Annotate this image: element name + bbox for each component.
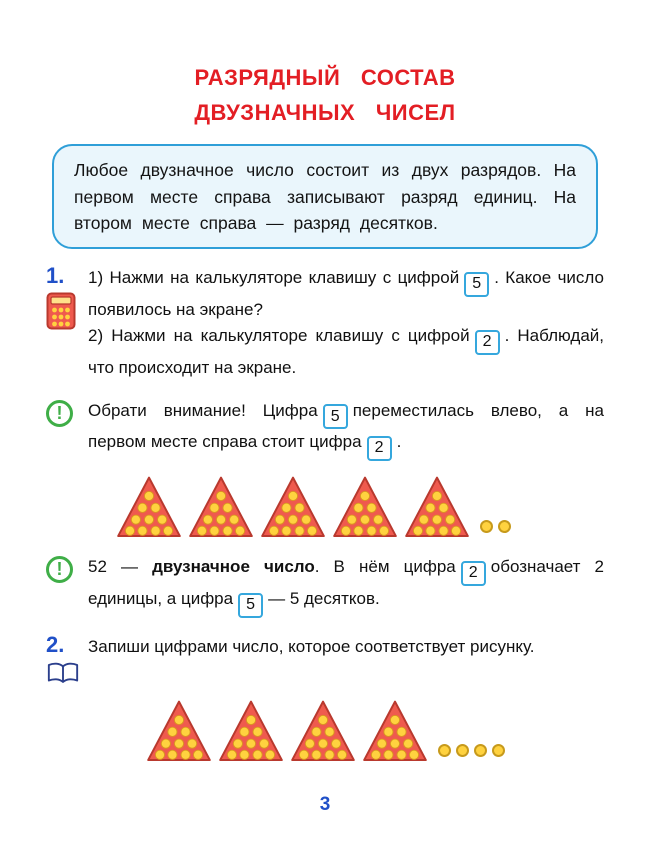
tens-triangle (260, 475, 326, 538)
digit-box-2: 2 (461, 561, 486, 586)
note-definition-content (88, 554, 604, 618)
note-attention (46, 398, 604, 462)
note-attention-text: Обрати внимание! Цифра 5 переместилась влево, а на первом месте справа стоит цифра 2 . (88, 398, 604, 462)
tens-triangle (116, 475, 182, 538)
tens-triangle (188, 475, 254, 538)
unit-dots (480, 520, 511, 538)
digit-box-5: 5 (464, 272, 489, 297)
unit-dot (480, 520, 493, 533)
calculator-icon (46, 292, 76, 330)
task-1-item-2: 2) Нажми на калькуляторе клавишу с цифрой 2 . Наблюдай, что происходит на экране. (88, 326, 604, 378)
page-title (46, 60, 604, 130)
title-line-1: РАЗРЯДНЫЙ СОСТАВ (194, 65, 456, 90)
tens-triangle (146, 699, 212, 762)
task-2-content (88, 634, 604, 685)
open-book-icon (46, 661, 80, 685)
unit-dot (492, 744, 505, 757)
task-1-item-1: 1) Нажми на калькуляторе клавишу с цифрой 5 . Какое число появилось на экране? (88, 268, 604, 320)
unit-dots (438, 744, 505, 762)
rule-box (52, 144, 598, 249)
unit-dot (474, 744, 487, 757)
digit-box-5: 5 (238, 593, 263, 618)
task-2 (46, 634, 604, 685)
title-line-2: ДВУЗНАЧНЫХ ЧИСЕЛ (194, 100, 456, 126)
tens-triangle (404, 475, 470, 538)
task-2-text: Запиши цифрами число, которое соответствует рисунку. (88, 637, 535, 657)
tens-triangle (218, 699, 284, 762)
rule-text: Любое двузначное число состоит из двух разрядов. На первом месте справа записывают разряд единиц. На втором месте справа — разряд десятков. (74, 160, 576, 233)
digit-box-5: 5 (323, 404, 348, 429)
unit-dot (438, 744, 451, 757)
note-definition (46, 554, 604, 618)
tens-triangle (290, 699, 356, 762)
figure-four-tens-four-units (146, 699, 604, 762)
task-2-number: 2. (46, 632, 65, 658)
task-1-content (88, 265, 604, 381)
tens-triangle (332, 475, 398, 538)
page-number: 3 (319, 794, 331, 815)
exclamation-icon: ! (46, 556, 73, 583)
unit-dot (456, 744, 469, 757)
figure-five-tens-two-units (116, 475, 604, 538)
note-attention-gutter (46, 398, 88, 462)
digit-box-2: 2 (367, 436, 392, 461)
unit-dot (498, 520, 511, 533)
digit-box-2: 2 (475, 330, 500, 355)
note-definition-gutter (46, 554, 88, 618)
note-attention-content (88, 398, 604, 462)
task-1-number: 1. (46, 263, 65, 289)
task-1-gutter (46, 265, 88, 381)
bold-term: двузначное число (152, 557, 315, 577)
task-2-gutter (46, 634, 88, 685)
exclamation-icon: ! (46, 400, 73, 427)
note-definition-text: 52 — двузначное число. В нём цифра 2 обозначает 2 единицы, а цифра 5 — 5 десятков. (88, 554, 604, 618)
tens-triangle (362, 699, 428, 762)
task-1 (46, 265, 604, 381)
